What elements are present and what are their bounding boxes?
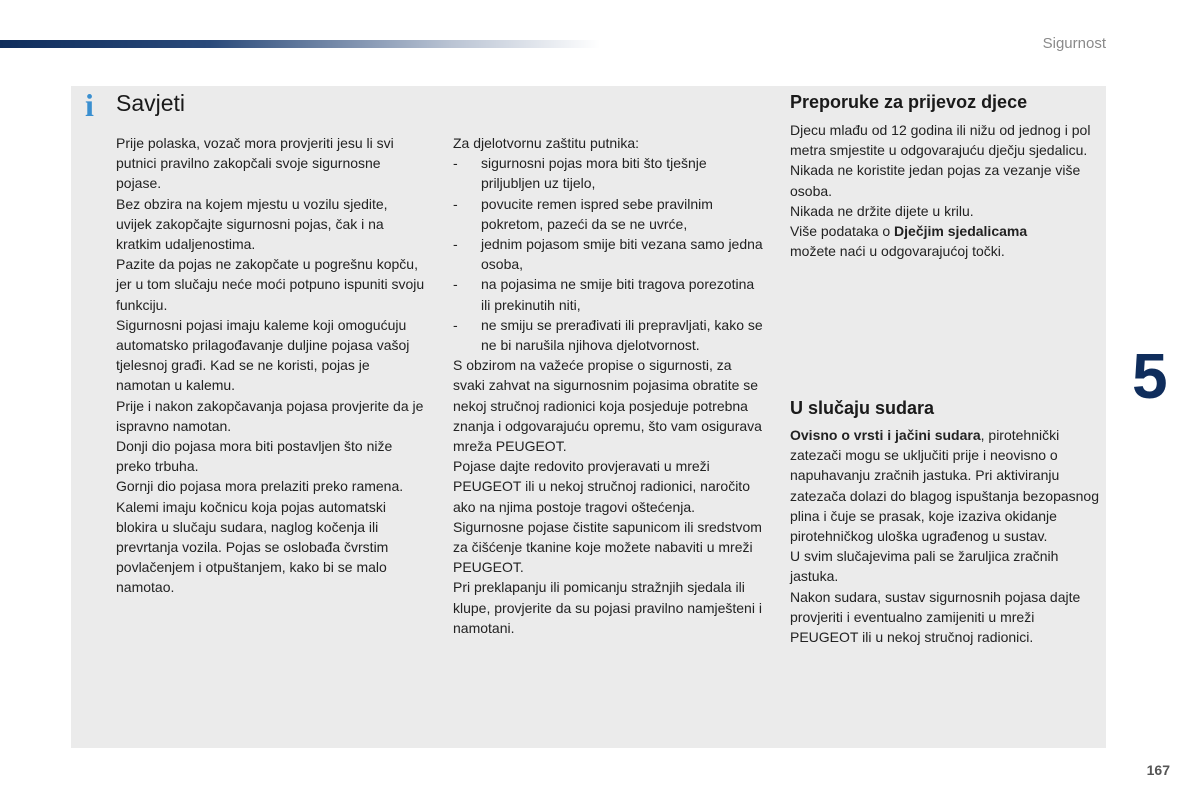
tips-paragraph: Pri preklapanju ili pomicanju stražnjih sjedala ili klupe, provjerite da su pojasi pravilno namješteni i namotani. (453, 579, 762, 636)
tips-paragraph: Gornji dio pojasa mora prelaziti preko ramena. (116, 478, 404, 495)
tips-list-item: - sigurnosni pojas mora biti što tješnje priljubljen uz tijelo, (453, 153, 763, 193)
tips-paragraph: Kalemi imaju kočnicu koja pojas automatski blokira u slučaju sudara, naglog kočenja ili prevrtanja vozila. Pojas se oslobađa čvrstim povlačenjem i otpuštanjem, kako bi se malo namotao. (116, 498, 389, 596)
tips-list-intro: Za djelotvornu zaštitu putnika: (453, 135, 639, 151)
page-number: 167 (1146, 762, 1170, 778)
children-title: Preporuke za prijevoz djece (790, 92, 1028, 112)
children-ref-suffix: možete naći u odgovarajućoj točki. (790, 243, 1005, 260)
chapter-number: 5 (1132, 340, 1168, 412)
crash-section (790, 425, 1100, 647)
crash-paragraph (790, 425, 1100, 546)
tips-title: Savjeti (116, 90, 186, 116)
children-section (790, 120, 1100, 261)
tips-list-item: - jednim pojasom smije biti vezana samo jedna osoba, (453, 234, 763, 274)
tips-list-item: - ne smiju se prerađivati ili prepravljati, kako se ne bi narušila njihova djelotvornost. (453, 315, 763, 355)
children-paragraph: Nikada ne koristite jedan pojas za vezanje više osoba. (790, 162, 1081, 199)
children-paragraph: Nikada ne držite dijete u krilu. (790, 202, 974, 219)
tips-paragraph: Prije polaska, vozač mora provjeriti jesu li svi putnici pravilno zakopčali svoje sigurnosne pojase. (116, 135, 394, 192)
tips-paragraph: Prije i nakon zakopčavanja pojasa provjerite da je ispravno namotan. (116, 397, 424, 434)
section-name: Sigurnost (1042, 35, 1106, 52)
children-ref-prefix: Više podataka o (790, 223, 895, 240)
tips-paragraph: Pojase dajte redovito provjeravati u mreži PEUGEOT ili u nekoj stručnoj radionici, naročito ako na njima postoje tragovi oštećenja. (453, 458, 750, 515)
tips-middle-column (453, 133, 763, 638)
crash-paragraph: U svim slučajevima pali se žaruljica zračnih jastuka. (790, 548, 1059, 585)
tips-paragraph: Sigurnosne pojase čistite sapunicom ili sredstvom za čišćenje tkanine koje možete nabaviti u mreži PEUGEOT. (453, 518, 762, 576)
crash-emphasis: Ovisno o vrsti i jačini sudara (790, 427, 981, 443)
crash-title: U slučaju sudara (790, 398, 935, 418)
header-gradient-bar (0, 40, 600, 48)
tips-left-column (116, 133, 426, 598)
children-paragraph (790, 221, 1100, 261)
tips-paragraph: Sigurnosni pojasi imaju kaleme koji omogućuju automatsko prilagođavanje duljine pojasa vašoj tjelesnoj građi. Kad se ne koristi, pojas je namotan u kalemu. (116, 316, 410, 394)
crash-text: , pirotehnički zatezači mogu se uključiti prije i neovisno o napuhavanju zračnih jastuka. Pri aktiviranju zatezača dolazi do blagog ispuštanja bezopasnog plina i čuje se prasak, koje izaziva okidanje pirotehničkog uloška ugrađenog u sustav. (790, 427, 1100, 545)
crash-paragraph: Nakon sudara, sustav sigurnosnih pojasa dajte provjeriti i eventualno zamijeniti u mreži PEUGEOT ili u nekoj stručnoj radionici. (790, 588, 1081, 646)
children-paragraph: Djecu mlađu od 12 godina ili nižu od jednog i pol metra smjestite u odgovarajuću dječju sjedalicu. (790, 122, 1091, 159)
child-seats-reference: Dječjim sjedalicama (894, 223, 1028, 240)
tips-list (453, 153, 763, 355)
tips-paragraph: S obzirom na važeće propise o sigurnosti, za svaki zahvat na sigurnosnim pojasima obratite se nekoj stručnoj radionici koja posjeduje potrebna znanja i odgovarajuću opremu, što vam osigurava mreža PEUGEOT. (453, 357, 762, 455)
info-icon: i (85, 87, 94, 123)
tips-paragraph: Bez obzira na kojem mjestu u vozilu sjedite, uvijek zakopčajte sigurnosni pojas, čak i na kratkim udaljenostima. (116, 195, 388, 253)
tips-list-item: - povucite remen ispred sebe pravilnim pokretom, pazeći da se ne uvrće, (453, 194, 763, 234)
tips-list-item: - na pojasima ne smije biti tragova porezotina ili prekinutih niti, (453, 274, 763, 314)
tips-paragraph: Donji dio pojasa mora biti postavljen što niže preko trbuha. (116, 438, 393, 475)
tips-paragraph: Pazite da pojas ne zakopčate u pogrešnu kopču, jer u tom slučaju neće moći potpuno ispuniti svoju funkciju. (116, 256, 425, 313)
